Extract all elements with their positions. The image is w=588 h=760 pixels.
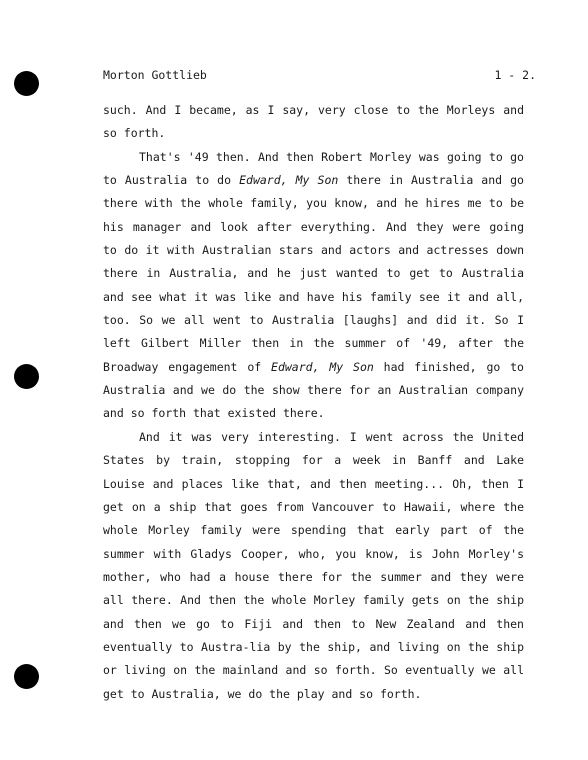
paragraph-3 — [103, 426, 524, 706]
paragraph-2-text: had finished, go to Australia and we do the show there for an Australian company and so forth that existed there. — [103, 359, 524, 421]
transcript-body — [103, 99, 524, 706]
paragraph-2-text: That's '49 then. And then Robert Morley was going to go to Australia to do — [103, 149, 524, 188]
binder-hole-middle — [14, 364, 39, 389]
binder-hole-top — [14, 71, 39, 96]
play-title-italic: Edward, My Son — [239, 173, 339, 188]
play-title-italic: Edward, My Son — [271, 359, 374, 374]
header-page-number: 1 - 2. — [494, 68, 536, 82]
binder-hole-bottom — [14, 664, 39, 689]
paragraph-2-text: there in Australia and go there with the whole family, you know, and he hires me to be his manager and look after everything. And they were going to do it with Australian stars and actors and actresses down there in Australia, and he just wanted to get to Australia and see what it was like and have his family see it and all, too. So we all went to Australia [laughs] and did it. So I left Gilbert Miller then in the summer of '49, after the Broadway engagement of — [103, 173, 524, 374]
paragraph-2 — [103, 146, 524, 426]
paragraph-3-text: And it was very interesting. I went across the United States by train, stopping for a week in Banff and Lake Louise and places like that, and then meeting... Oh, then I get on a ship that goes from Vancouver to Hawaii, where the whole Morley family were spending that early part of the summer with Gladys Cooper, who, you know, is John Morley's mother, who had a house there for the summer and they were all there. And then the whole Morley family gets on the ship and then we go to Fiji and then to New Zealand and then eventually to Austra-lia by the ship, and living on the ship or living on the mainland and so forth. So eventually we all get to Australia, we do the play and so forth. — [103, 429, 524, 701]
paragraph-1-text: such. And I became, as I say, very close to the Morleys and so forth. — [103, 103, 524, 141]
page-header — [103, 67, 536, 83]
header-author: Morton Gottlieb — [103, 68, 207, 82]
paragraph-1 — [103, 99, 524, 146]
